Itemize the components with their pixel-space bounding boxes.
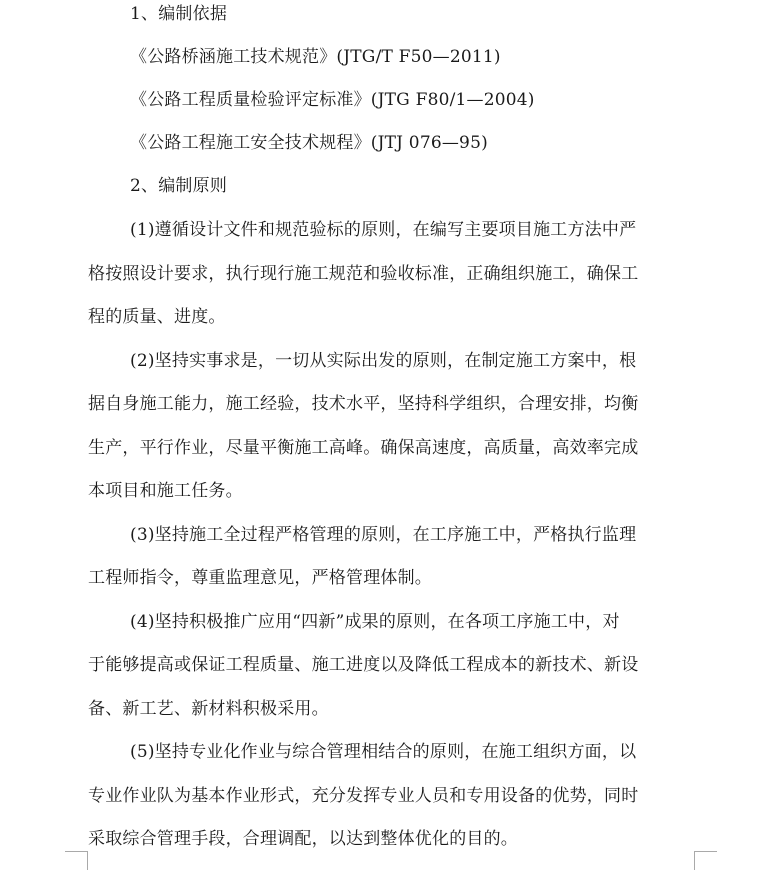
paragraph-line: 于能够提高或保证工程质量、施工进度以及降低工程成本的新技术、新设 bbox=[88, 655, 639, 675]
paragraph-line: 备、新工艺、新材料积极采用。 bbox=[88, 699, 329, 719]
reference-item: 《公路桥涵施工技术规范》(JTG/T F50—2011) bbox=[130, 47, 501, 67]
page-margin-corner-right bbox=[694, 851, 717, 870]
paragraph-line: (4)坚持积极推广应用“四新”成果的原则，在各项工序施工中，对 bbox=[130, 612, 620, 632]
paragraph-line: (5)坚持专业化作业与综合管理相结合的原则，在施工组织方面，以 bbox=[130, 742, 637, 762]
section-heading-principles: 2、编制原则 bbox=[130, 176, 228, 196]
paragraph-line: 据自身施工能力，施工经验，技术水平，坚持科学组织，合理安排，均衡 bbox=[88, 394, 639, 414]
reference-item: 《公路工程施工安全技术规程》(JTJ 076—95) bbox=[130, 133, 488, 153]
paragraph-line: 格按照设计要求，执行现行施工规范和验收标准，正确组织施工，确保工 bbox=[88, 264, 639, 284]
paragraph-line: 程的质量、进度。 bbox=[88, 307, 226, 327]
paragraph-line: (1)遵循设计文件和规范验标的原则，在编写主要项目施工方法中严 bbox=[130, 220, 637, 240]
paragraph-line: 本项目和施工任务。 bbox=[88, 481, 243, 501]
page-margin-corner-left bbox=[65, 851, 88, 870]
paragraph-line: 工程师指令，尊重监理意见，严格管理体制。 bbox=[88, 568, 432, 588]
paragraph-line: 采取综合管理手段，合理调配，以达到整体优化的目的。 bbox=[88, 829, 518, 849]
paragraph-line: 生产，平行作业，尽量平衡施工高峰。确保高速度，高质量，高效率完成 bbox=[88, 438, 639, 458]
paragraph-line: 专业作业队为基本作业形式，充分发挥专业人员和专用设备的优势，同时 bbox=[88, 786, 639, 806]
paragraph-line: (3)坚持施工全过程严格管理的原则，在工序施工中，严格执行监理 bbox=[130, 525, 637, 545]
reference-item: 《公路工程质量检验评定标准》(JTG F80/1—2004) bbox=[130, 90, 535, 110]
paragraph-line: (2)坚持实事求是，一切从实际出发的原则，在制定施工方案中，根 bbox=[130, 351, 637, 371]
section-heading-basis: 1、编制依据 bbox=[130, 4, 228, 24]
